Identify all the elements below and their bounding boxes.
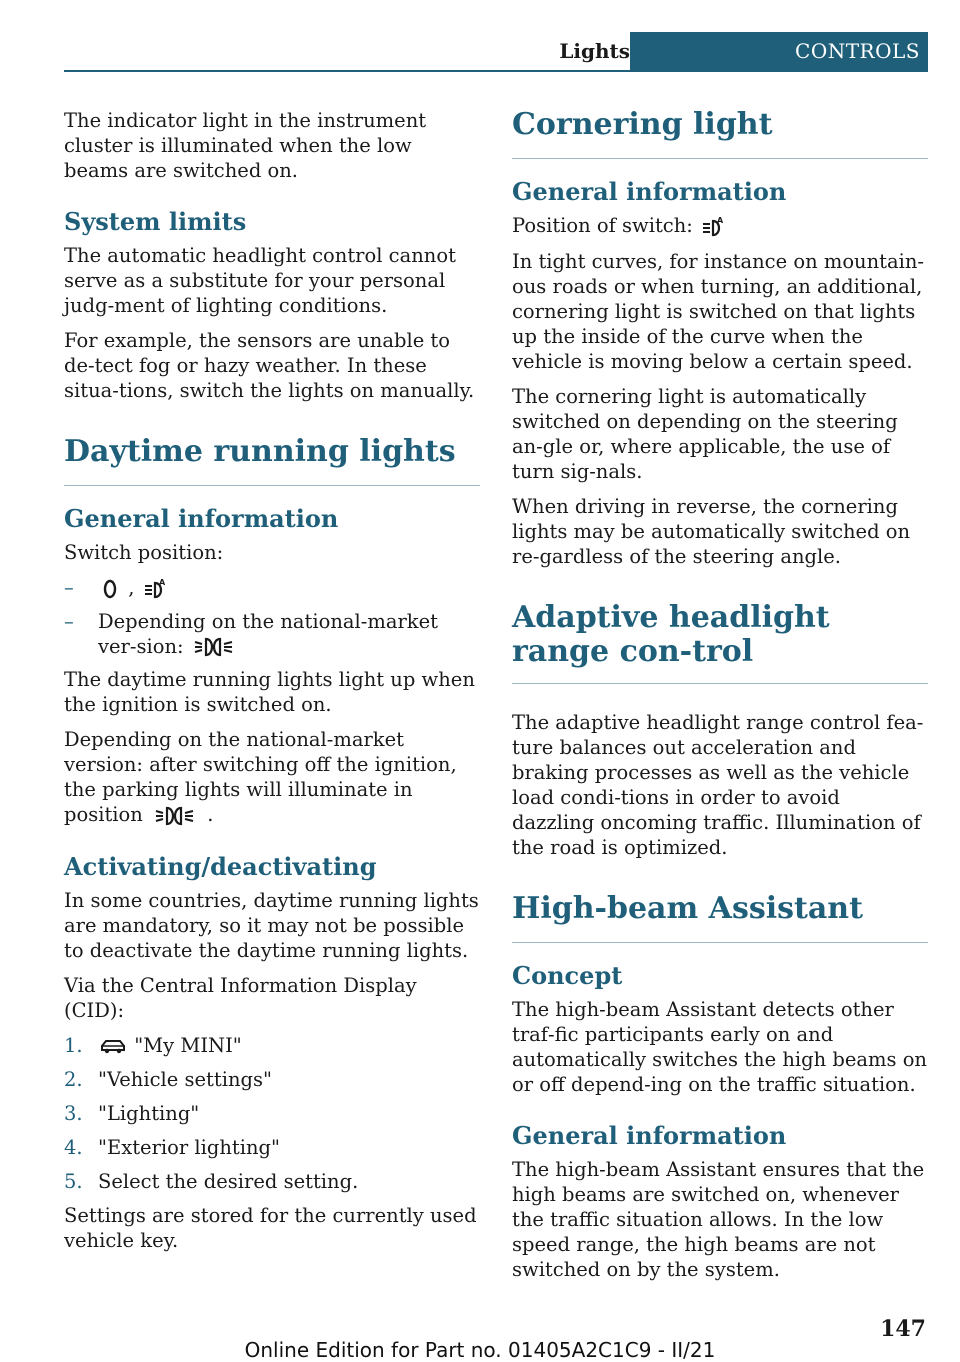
activating-p3: Settings are stored for the currently used vehicle key. xyxy=(64,1203,477,1252)
concept-paragraph: The high-beam Assistant detects other traf‐fic participants early on and automatically switches the high beams on or off depend‐ing on the traffic situation. xyxy=(512,997,927,1096)
system-limits-heading: System limits xyxy=(64,207,247,236)
automatic-headlight-icon xyxy=(699,215,727,239)
automatic-headlight-icon xyxy=(141,577,169,601)
svg-text:A: A xyxy=(717,215,724,225)
activating-p1: In some countries, daytime running lights are mandatory, so it may not be possible to deactivate the daytime running lights. xyxy=(64,888,479,962)
hba-heading: High-beam Assistant xyxy=(512,890,863,926)
drl-p1: The daytime running lights light up when the ignition is switched on. xyxy=(64,668,475,716)
drl-general-heading: General information xyxy=(64,504,339,533)
section-title: Lights xyxy=(559,39,630,63)
steps-list xyxy=(64,1033,480,1194)
list-item: – , A xyxy=(64,575,480,601)
system-limits-p1: The automatic headlight control cannot serve as a substitute for your personal judg‐ment of lighting conditions. xyxy=(64,244,456,317)
drl-heading-block xyxy=(64,435,480,486)
parking-lights-icon xyxy=(149,804,201,828)
drl-p2: Depending on the national-market version: after switching off the ignition, the parking lights will illuminate in position . xyxy=(64,728,457,826)
edition-line: Online Edition for Part no. 01405A2C1C9 - II/21 xyxy=(244,1338,716,1362)
list-item: 1. "My MINI" xyxy=(64,1033,242,1057)
cornering-heading-block xyxy=(512,108,928,159)
page-header xyxy=(64,32,928,72)
list-item: – Depending on the national-market ver‐sion: xyxy=(64,609,438,658)
list-item: 3. "Lighting" xyxy=(64,1101,200,1125)
intro-paragraph: The indicator light in the instrument cluster is illuminated when the low beams are switched on. xyxy=(64,109,427,182)
cornering-p1: In tight curves, for instance on mountain‐ous roads or when turning, an additional, cornering light is switched on that lights up the inside of the curve when the vehicle is moving below a certain speed. xyxy=(512,249,925,373)
hba-general-heading: General information xyxy=(512,1120,787,1150)
adaptive-p1: The adaptive headlight range control fea‐ture balances out acceleration and braking processes as well as the vehicle load condi‐tions in order to avoid dazzling oncoming traffic. Illumination of the road is optimized. xyxy=(512,710,924,859)
parking-lights-icon xyxy=(190,635,238,659)
cornering-general-heading: General information xyxy=(512,177,787,206)
adaptive-heading-block xyxy=(512,601,928,684)
list-item: 5. Select the desired setting. xyxy=(64,1169,359,1193)
svg-text:A: A xyxy=(158,577,165,587)
concept-heading: Concept xyxy=(512,960,623,990)
cornering-position: Position of switch: A xyxy=(512,213,928,239)
page-number: 147 xyxy=(880,1316,926,1342)
switch-position-label: Switch position: xyxy=(64,541,224,564)
system-limits-p2: For example, the sensors are unable to de‐tect fog or hazy weather. In these situa‐tions, switch the lights on manually. xyxy=(64,329,475,402)
cornering-heading: Cornering light xyxy=(512,107,773,142)
hba-general-paragraph: The high-beam Assistant ensures that the high beams are switched on, whenever the traffic situation allows. In the low speed range, the high beams are not switched on by the system. xyxy=(512,1157,925,1281)
vehicle-icon xyxy=(98,1036,128,1056)
activating-heading: Activating/deactivating xyxy=(64,851,377,881)
chapter-tab: CONTROLS xyxy=(630,32,928,70)
cornering-p3: When driving in reverse, the cornering lights may be automatically switched on re‐gardless of the steering angle. xyxy=(512,494,911,568)
drl-heading: Daytime running lights xyxy=(64,434,456,469)
hba-heading-block xyxy=(512,892,928,943)
light-off-icon xyxy=(98,578,122,600)
adaptive-heading: Adaptive headlight range con‐trol xyxy=(512,599,830,669)
cornering-p2: The cornering light is automatically switched on depending on the steering an‐gle or, where applicable, the use of turn sig‐nals. xyxy=(512,384,898,483)
list-item: 2. "Vehicle settings" xyxy=(64,1067,272,1091)
left-column xyxy=(64,108,480,1263)
list-item: 4. "Exterior lighting" xyxy=(64,1135,280,1159)
right-column xyxy=(512,108,928,1292)
header-rule xyxy=(64,70,928,72)
switch-position-list xyxy=(64,575,480,659)
activating-p2: Via the Central Information Display (CID): xyxy=(64,973,417,1022)
